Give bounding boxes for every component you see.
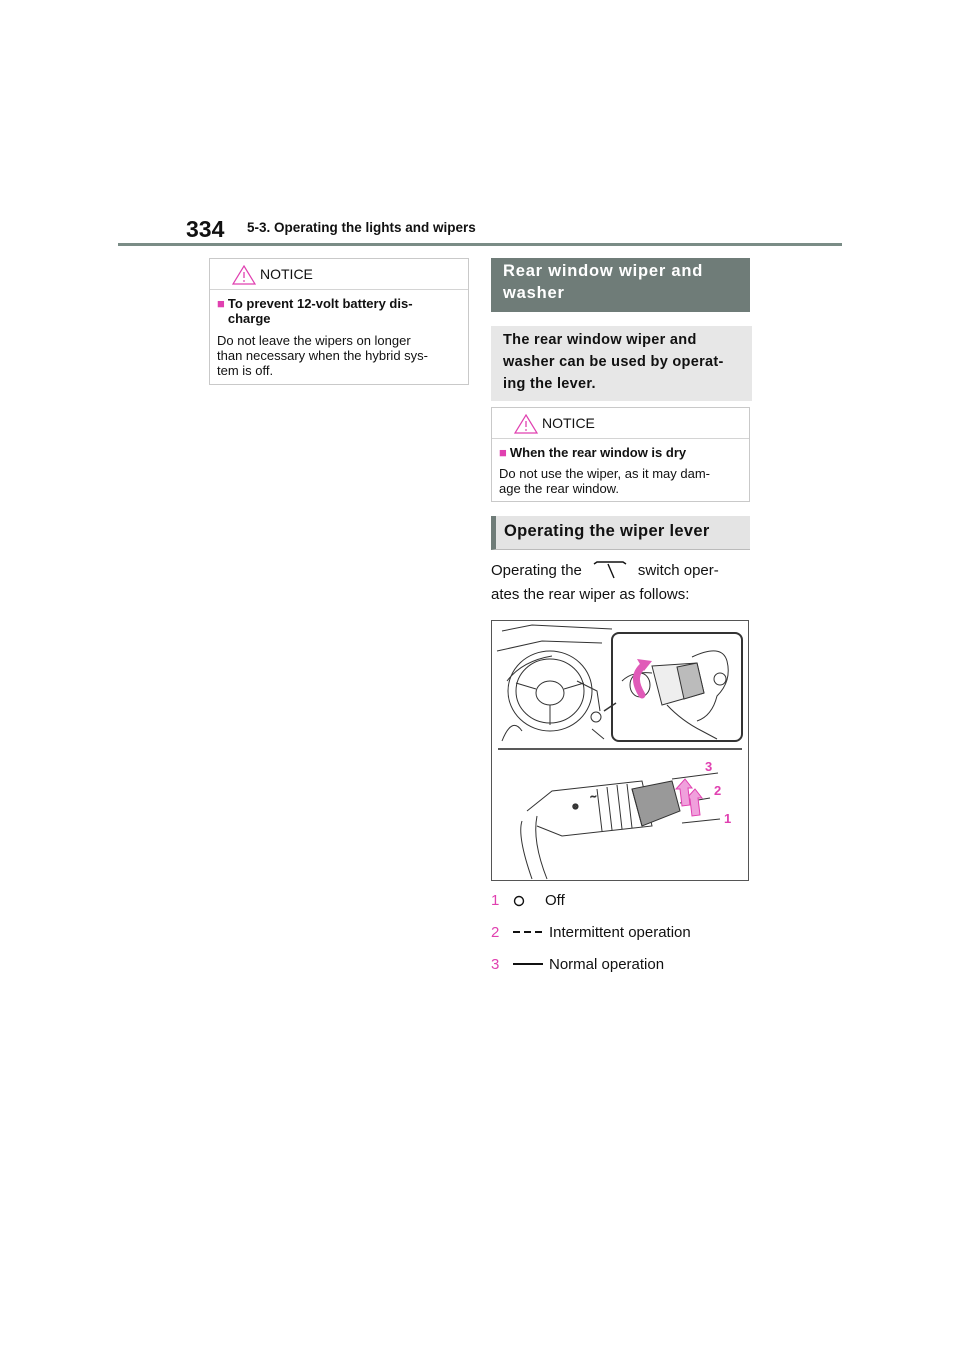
rear-wiper-intro: The rear window wiper and washer can be used by operat- ing the lever. [491,326,752,401]
operating-lever-heading: Operating the wiper lever [491,516,750,550]
notice-subheading: ■ When the rear window is dry [499,445,687,460]
notice-header [210,259,468,290]
header-rule [118,243,842,246]
warning-icon [232,265,256,285]
operating-text-line2: ates the rear wiper as follows: [491,586,690,603]
legend-item-normal: 3 Normal operation [491,956,665,973]
callout-1: 1 [724,811,732,826]
wiper-lever-illustration [491,620,749,881]
warning-icon [514,414,538,434]
callout-2: 2 [714,783,722,798]
page-number: 334 [186,216,225,242]
callout-3: 3 [705,759,713,774]
rear-wiper-section-title: Rear window wiper and washer [491,258,750,312]
notice-body [492,439,749,504]
notice-text: Do not leave the wipers on longer than necessary when the hybrid sys- tem is off. [217,333,428,378]
legend-item-off: 1 Off [491,892,565,909]
notice-text: Do not use the wiper, as it may dam- age the rear window. [499,466,710,496]
notice-label: NOTICE [542,415,595,431]
legend-item-intermittent: 2 Intermittent operation [491,924,691,941]
intermittent-dash-icon [509,926,545,940]
normal-line-icon [509,958,545,972]
svg-text:~: ~ [590,792,597,801]
operating-text-line1: Operating the switch oper- [491,560,719,582]
wiper-lever-drawing [492,621,748,880]
notice-box-battery [209,258,469,385]
notice-box-dry-window [491,407,750,502]
rear-wiper-switch-icon [590,560,630,582]
notice-header [492,408,749,439]
square-bullet-icon: ■ [499,445,507,460]
section-title: 5-3. Operating the lights and wipers [247,220,476,235]
off-circle-icon [509,894,545,908]
notice-subheading: ■ To prevent 12-volt battery dis- charge [217,296,413,326]
svg-text:⊗: ⊗ [572,802,579,811]
square-bullet-icon: ■ [217,296,225,311]
notice-body [210,290,468,386]
notice-label: NOTICE [260,266,313,282]
